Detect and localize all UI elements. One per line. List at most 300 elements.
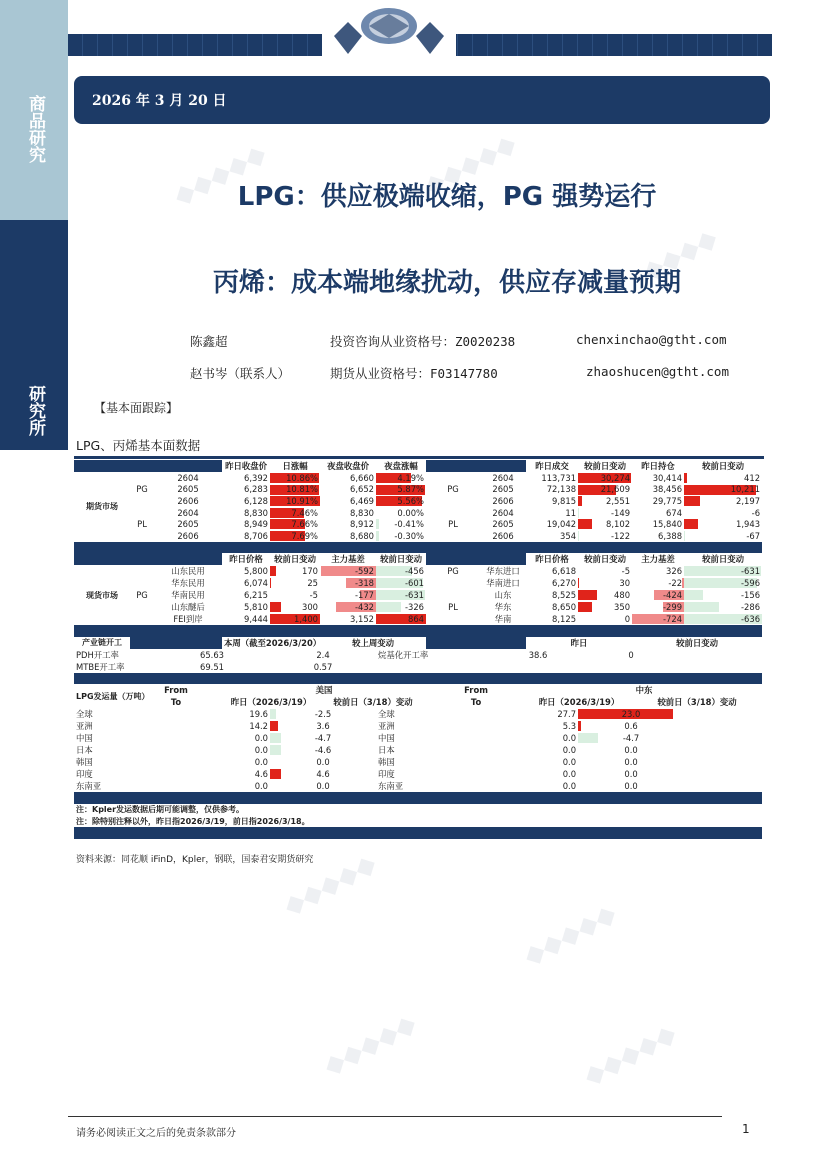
spot-row bbox=[74, 565, 762, 577]
volume bbox=[154, 720, 270, 732]
region bbox=[154, 577, 222, 589]
value-bar bbox=[578, 578, 579, 588]
destination bbox=[376, 732, 498, 744]
basis bbox=[320, 589, 376, 601]
volume bbox=[526, 495, 578, 507]
close-price bbox=[222, 495, 270, 507]
cell-value: PL bbox=[448, 519, 458, 530]
sub-title: 丙烯：成本端地缘扰动，供应存减量预期 bbox=[212, 268, 681, 298]
cell-value: 864 bbox=[408, 614, 425, 625]
cell-value: 韩国 bbox=[378, 757, 395, 768]
cell-value: 东南亚 bbox=[76, 781, 102, 792]
cell-value: 113,731 bbox=[541, 472, 577, 483]
cell-value: 19.6 bbox=[249, 709, 269, 720]
cell-value: -4.7 bbox=[622, 733, 640, 744]
cell-value: 4.19% bbox=[397, 472, 425, 483]
value-bar bbox=[270, 721, 278, 731]
cell-value: 7.46% bbox=[291, 507, 319, 518]
cell-value: 6,128 bbox=[244, 495, 269, 506]
basis bbox=[320, 565, 376, 577]
destination bbox=[74, 780, 154, 792]
open-interest bbox=[632, 518, 684, 530]
source-note: 资料来源：同花顺 iFinD，Kpler，钢联，国泰君安期货研究 bbox=[76, 855, 314, 865]
cell-value: 170 bbox=[302, 566, 319, 577]
futures-body bbox=[74, 472, 762, 542]
cell-value: 6,618 bbox=[552, 566, 577, 577]
cell-value: 3.6 bbox=[316, 721, 330, 732]
note-row bbox=[74, 816, 762, 828]
cell-value: 8,830 bbox=[350, 507, 375, 518]
cell-value: PG bbox=[136, 484, 148, 495]
page-number: 1 bbox=[742, 1122, 750, 1136]
basis bbox=[320, 613, 376, 625]
cell-value: 0.0 bbox=[316, 757, 330, 768]
col-header: 昨日（2026/3/19） bbox=[538, 697, 620, 708]
spot-row bbox=[74, 577, 762, 589]
cell-value: -636 bbox=[741, 614, 761, 625]
cell-value: -601 bbox=[405, 578, 425, 589]
cell-value: 412 bbox=[744, 472, 761, 483]
region bbox=[480, 613, 526, 625]
col-header: 昨日 bbox=[570, 637, 588, 648]
cell-value: 8,680 bbox=[350, 530, 375, 541]
value-bar bbox=[270, 709, 276, 719]
col-header: 较前日变动 bbox=[584, 461, 626, 471]
cell-value: 6,270 bbox=[552, 578, 577, 589]
cell-value: 7.66% bbox=[291, 519, 319, 530]
volume bbox=[526, 472, 578, 484]
cell-value: 29,775 bbox=[652, 495, 683, 506]
cell-value: 8,650 bbox=[552, 602, 577, 613]
spot-row bbox=[74, 601, 762, 613]
author-email[interactable]: zhaoshucen@gtht.com bbox=[586, 364, 729, 379]
close-price bbox=[222, 530, 270, 542]
cell-value: 2,197 bbox=[736, 495, 761, 506]
basis-change bbox=[684, 613, 762, 625]
price-change bbox=[270, 577, 320, 589]
open-interest bbox=[632, 495, 684, 507]
volume-change bbox=[578, 768, 684, 780]
rate-name bbox=[74, 661, 154, 673]
value-bar bbox=[684, 602, 719, 612]
contract bbox=[480, 530, 526, 542]
volume-change bbox=[270, 768, 376, 780]
basis-change bbox=[684, 577, 762, 589]
contract bbox=[480, 484, 526, 496]
product-group bbox=[426, 565, 480, 577]
night-close bbox=[320, 518, 376, 530]
night-close bbox=[320, 530, 376, 542]
price-change bbox=[578, 601, 632, 613]
region bbox=[480, 601, 526, 613]
cell-value: 2605 bbox=[492, 519, 514, 530]
table-title: LPG、丙烯基本面数据 bbox=[76, 438, 201, 453]
industry-body bbox=[74, 649, 762, 673]
volume-change bbox=[578, 780, 684, 792]
cell-value: 日本 bbox=[76, 745, 93, 756]
cell-value: 6,469 bbox=[350, 495, 375, 506]
section-tag: 【基本面跟踪】 bbox=[94, 401, 179, 415]
cell-value: PDH开工率 bbox=[76, 649, 119, 660]
basis-change bbox=[376, 601, 426, 613]
shipping-row bbox=[74, 756, 762, 768]
author-cert: 投资咨询从业资格号：Z0020238 bbox=[330, 334, 516, 349]
col-header: 昨日持仓 bbox=[641, 461, 675, 471]
cell-value: 9,444 bbox=[244, 614, 269, 625]
price-change bbox=[270, 613, 320, 625]
cell-value: 8,912 bbox=[350, 519, 375, 530]
contract bbox=[154, 472, 222, 484]
cell-value: 2.4 bbox=[316, 649, 330, 660]
watermark: ◆◆◆◆◆ bbox=[168, 138, 272, 212]
value-bar bbox=[376, 531, 379, 541]
cell-value: 0.0 bbox=[624, 745, 638, 756]
cell-value: 5,800 bbox=[244, 566, 269, 577]
product-group bbox=[130, 472, 154, 484]
night-close bbox=[320, 507, 376, 519]
col-header: 夜盘收盘价 bbox=[327, 461, 369, 471]
contract bbox=[480, 495, 526, 507]
cell-value: 10,211 bbox=[730, 484, 761, 495]
cell-value: 2,551 bbox=[606, 495, 631, 506]
cell-value: MTBE开工率 bbox=[76, 661, 125, 672]
cell-value: 15,840 bbox=[652, 519, 683, 530]
volume bbox=[526, 530, 578, 542]
cell-value: 65.63 bbox=[200, 649, 224, 660]
col-header: 较前日变动 bbox=[702, 461, 744, 471]
volume-change bbox=[270, 732, 376, 744]
cell-value: 38,456 bbox=[652, 484, 683, 495]
volume-change bbox=[578, 720, 684, 732]
spot-price bbox=[526, 577, 578, 589]
cell-value: 0.0 bbox=[254, 745, 269, 756]
daily-change bbox=[270, 495, 320, 507]
region bbox=[480, 589, 526, 601]
cell-value: 亚洲 bbox=[76, 721, 93, 732]
price-change bbox=[578, 577, 632, 589]
rate-change bbox=[578, 649, 684, 661]
product-group bbox=[426, 601, 480, 613]
cell-value: 中国 bbox=[76, 733, 93, 744]
cell-value: 华东民用 bbox=[171, 578, 205, 589]
shipping-header-row2 bbox=[74, 696, 762, 708]
cell-value: 6,283 bbox=[244, 484, 269, 495]
cell-value: 21,609 bbox=[600, 484, 631, 495]
author-email[interactable]: chenxinchao@gtht.com bbox=[576, 332, 727, 347]
cell-value: 5,810 bbox=[244, 602, 269, 613]
futures-row bbox=[74, 530, 762, 542]
cell-value: -456 bbox=[405, 566, 425, 577]
value-bar bbox=[270, 745, 281, 755]
sidebar-top-label: 商品研究 bbox=[25, 95, 45, 163]
product-group bbox=[130, 601, 154, 613]
spot-price bbox=[526, 613, 578, 625]
cell-value: 6,660 bbox=[350, 472, 375, 483]
basis bbox=[632, 589, 684, 601]
cell-value: 6,215 bbox=[244, 590, 269, 601]
futures-row bbox=[74, 518, 762, 530]
cell-value: PL bbox=[137, 519, 147, 530]
region bbox=[154, 589, 222, 601]
cell-value: -318 bbox=[355, 578, 375, 589]
contract bbox=[154, 484, 222, 496]
cell-value: -177 bbox=[355, 590, 375, 601]
contract bbox=[480, 518, 526, 530]
region bbox=[154, 601, 222, 613]
contract bbox=[480, 507, 526, 519]
cell-value: 2604 bbox=[177, 472, 199, 483]
cell-value: 全球 bbox=[76, 709, 93, 720]
value-bar bbox=[270, 769, 281, 779]
rate-change bbox=[270, 661, 376, 673]
destination bbox=[376, 768, 498, 780]
cell-value: 19,042 bbox=[546, 519, 577, 530]
volume bbox=[526, 518, 578, 530]
volume-change bbox=[578, 518, 632, 530]
cell-value: 日本 bbox=[378, 745, 395, 756]
cell-value: -6 bbox=[751, 507, 761, 518]
product-group bbox=[426, 472, 480, 484]
cell-value: -432 bbox=[355, 602, 375, 613]
cell-value: 30,414 bbox=[652, 472, 683, 483]
destination bbox=[376, 708, 498, 720]
fundamentals-table-wrap bbox=[74, 460, 762, 839]
cell-value: 38.6 bbox=[528, 649, 548, 660]
cell-value: 350 bbox=[614, 602, 631, 613]
cell-value: 0.0 bbox=[624, 769, 638, 780]
value-bar bbox=[270, 578, 271, 588]
volume bbox=[498, 744, 578, 756]
cell-value: 2604 bbox=[492, 507, 514, 518]
cell-value: 0.0 bbox=[562, 745, 577, 756]
col-header: 昨日收盘价 bbox=[225, 461, 267, 471]
rate-change bbox=[270, 649, 376, 661]
watermark: ◆◆◆◆◆ bbox=[518, 898, 622, 972]
cell-value: 0.00% bbox=[397, 507, 425, 518]
volume bbox=[498, 708, 578, 720]
product-group bbox=[426, 577, 480, 589]
cell-value: 8,102 bbox=[606, 519, 631, 530]
cell-value: 5.3 bbox=[562, 721, 577, 732]
cell-value: 2606 bbox=[492, 495, 514, 506]
cell-value: 10.81% bbox=[286, 484, 319, 495]
cell-value: 0.0 bbox=[624, 757, 638, 768]
product-group bbox=[426, 507, 480, 519]
futures-row bbox=[74, 484, 762, 496]
volume bbox=[154, 780, 270, 792]
table-separator bbox=[74, 792, 762, 804]
shipping-row bbox=[74, 768, 762, 780]
product-group bbox=[426, 484, 480, 496]
spot-price bbox=[222, 589, 270, 601]
rate-value bbox=[498, 649, 578, 661]
col-header: 较前日（3/18）变动 bbox=[333, 697, 413, 708]
cell-value: 2605 bbox=[177, 519, 199, 530]
cell-value: -67 bbox=[746, 530, 761, 541]
shipping-row bbox=[74, 720, 762, 732]
report-date: 2026 年 3 月 20 日 bbox=[92, 93, 227, 109]
contract bbox=[480, 472, 526, 484]
open-interest bbox=[632, 484, 684, 496]
destination bbox=[74, 732, 154, 744]
cell-value: 华南 bbox=[494, 614, 512, 625]
cell-value: -596 bbox=[741, 578, 761, 589]
volume-change bbox=[578, 756, 684, 768]
watermark: ◆◆◆◆◆ bbox=[278, 848, 382, 922]
shipping-row bbox=[74, 780, 762, 792]
col-header: 较前日变动 bbox=[380, 554, 422, 565]
product-group bbox=[130, 507, 154, 519]
value-bar bbox=[270, 566, 276, 576]
spot-row bbox=[74, 613, 762, 625]
open-interest bbox=[632, 530, 684, 542]
cell-value: 11 bbox=[565, 507, 577, 518]
cell-value: -424 bbox=[663, 590, 683, 601]
cell-value: 东南亚 bbox=[378, 781, 404, 792]
origin-header: 美国 bbox=[315, 685, 333, 696]
col-header: 较前日变动 bbox=[702, 554, 744, 565]
cell-value: 韩国 bbox=[76, 757, 93, 768]
col-header: 昨日（2026/3/19） bbox=[230, 697, 312, 708]
cell-value: -299 bbox=[663, 602, 683, 613]
price-change bbox=[578, 613, 632, 625]
destination bbox=[376, 780, 498, 792]
oi-change bbox=[684, 507, 762, 519]
region bbox=[480, 565, 526, 577]
cell-value: PL bbox=[448, 602, 458, 613]
cell-value: 0 bbox=[628, 649, 634, 660]
daily-change bbox=[270, 484, 320, 496]
cell-value: 3,152 bbox=[350, 614, 375, 625]
cell-value: 0.0 bbox=[254, 757, 269, 768]
cell-value: -5 bbox=[621, 566, 631, 577]
oi-change bbox=[684, 472, 762, 484]
futures-header-row bbox=[74, 460, 762, 472]
product-group bbox=[426, 495, 480, 507]
value-bar bbox=[270, 602, 281, 612]
cell-value: -122 bbox=[611, 530, 631, 541]
volume bbox=[154, 744, 270, 756]
basis bbox=[320, 577, 376, 589]
cell-value: 1,943 bbox=[736, 519, 761, 530]
rate-name bbox=[376, 661, 498, 673]
destination bbox=[74, 744, 154, 756]
cell-value: 8,706 bbox=[244, 530, 269, 541]
close-price bbox=[222, 472, 270, 484]
oi-change bbox=[684, 530, 762, 542]
cell-value: 烷基化开工率 bbox=[378, 649, 429, 660]
spot-price bbox=[526, 589, 578, 601]
value-bar bbox=[684, 473, 687, 483]
cell-value: -149 bbox=[611, 507, 631, 518]
basis-change bbox=[376, 565, 426, 577]
basis bbox=[320, 601, 376, 613]
cell-value: 2606 bbox=[177, 495, 199, 506]
volume-change bbox=[270, 780, 376, 792]
disclaimer-note: 请务必阅读正文之后的免责条款部分 bbox=[76, 1128, 236, 1139]
oi-change bbox=[684, 495, 762, 507]
oi-change bbox=[684, 484, 762, 496]
to-header: To bbox=[470, 697, 482, 708]
basis bbox=[632, 577, 684, 589]
daily-change bbox=[270, 518, 320, 530]
rate-value bbox=[154, 649, 270, 661]
title-rule bbox=[74, 456, 764, 459]
cell-value: 4.6 bbox=[254, 769, 269, 780]
cell-value: 6,392 bbox=[244, 472, 269, 483]
cell-value: 5.87% bbox=[397, 484, 425, 495]
product-group bbox=[130, 589, 154, 601]
from-header: From bbox=[164, 685, 188, 696]
cell-value: 300 bbox=[302, 602, 319, 613]
cell-value: 2604 bbox=[492, 472, 514, 483]
table-separator bbox=[74, 673, 762, 685]
cell-value: -631 bbox=[741, 566, 761, 577]
volume-change bbox=[578, 744, 684, 756]
futures-row bbox=[74, 507, 762, 519]
cell-value: 6,074 bbox=[244, 578, 269, 589]
product-group bbox=[130, 518, 154, 530]
cell-value: 0.0 bbox=[562, 733, 577, 744]
cell-value: 8,830 bbox=[244, 507, 269, 518]
cell-value: 30 bbox=[619, 578, 631, 589]
close-price bbox=[222, 518, 270, 530]
cell-value: 0.0 bbox=[254, 781, 269, 792]
sidebar bbox=[0, 0, 68, 1169]
volume-change bbox=[578, 484, 632, 496]
spot-price bbox=[222, 613, 270, 625]
night-close bbox=[320, 484, 376, 496]
contract bbox=[154, 507, 222, 519]
cell-value: 8,525 bbox=[552, 590, 577, 601]
cell-value: -631 bbox=[405, 590, 425, 601]
cell-value: 0.0 bbox=[562, 781, 577, 792]
value-bar bbox=[376, 519, 379, 529]
volume-change bbox=[578, 507, 632, 519]
basis-change bbox=[684, 565, 762, 577]
product-group bbox=[426, 518, 480, 530]
cell-value: -4.6 bbox=[314, 745, 332, 756]
cell-value: 5.56% bbox=[397, 495, 425, 506]
night-change bbox=[376, 530, 426, 542]
value-bar bbox=[684, 519, 698, 529]
cell-value: -5 bbox=[309, 590, 319, 601]
cell-value: 0.6 bbox=[624, 721, 638, 732]
spot-price bbox=[526, 601, 578, 613]
footer-rule bbox=[68, 1116, 722, 1117]
watermark: ◆◆◆◆◆ bbox=[578, 1018, 682, 1092]
product-group bbox=[130, 613, 154, 625]
value-bar bbox=[578, 496, 582, 506]
cell-value: 69.51 bbox=[200, 661, 224, 672]
cell-value: FEI到岸 bbox=[173, 614, 203, 625]
region bbox=[480, 577, 526, 589]
cell-value: 华南民用 bbox=[171, 590, 205, 601]
cell-value: -592 bbox=[355, 566, 375, 577]
cell-value: 6,652 bbox=[350, 484, 375, 495]
value-bar bbox=[578, 733, 597, 743]
destination bbox=[376, 756, 498, 768]
daily-change bbox=[270, 472, 320, 484]
value-bar bbox=[270, 733, 281, 743]
cell-value: 25 bbox=[307, 578, 319, 589]
futures-label: 期货市场 bbox=[74, 472, 130, 542]
spot-row bbox=[74, 589, 762, 601]
date-banner bbox=[74, 76, 770, 124]
rate-value bbox=[498, 661, 578, 673]
destination bbox=[376, 720, 498, 732]
cell-value: 4.6 bbox=[316, 769, 330, 780]
